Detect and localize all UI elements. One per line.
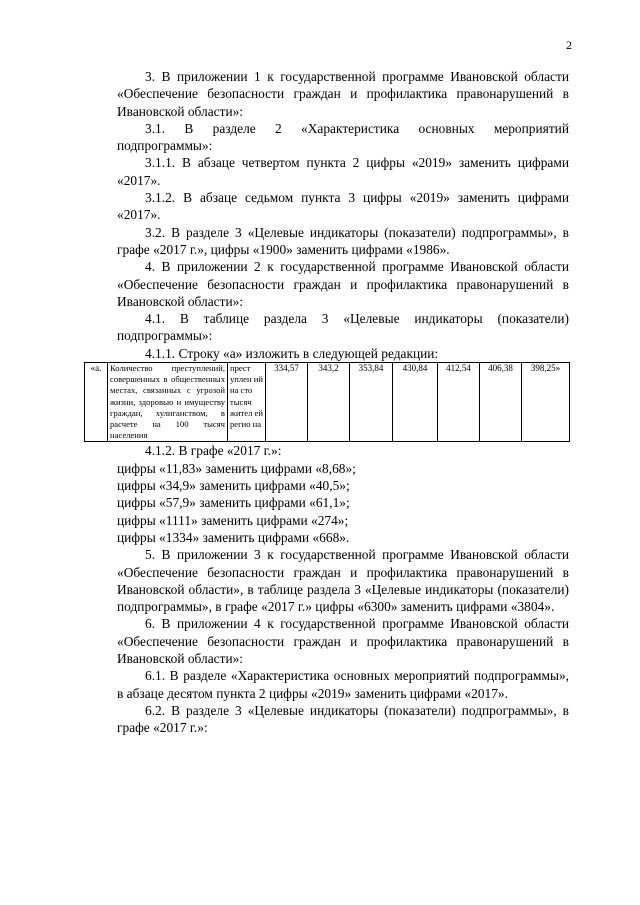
paragraph: 6.2. В разделе 3 «Целевые индикаторы (показатели) подпрограммы», в графе «2017 г.»: bbox=[117, 702, 569, 736]
paragraph: 5. В приложении 3 к государственной программе Ивановской области «Обеспечение безопасности граждан и профилактика правонарушений в Ивановской области», в таблице раздела 3 «Целевые индикаторы (показатели) подпрограммы», в графе «2017 г.» цифры «6300» заменить цифрами «3804». bbox=[117, 547, 569, 615]
paragraph: 3.1.2. В абзаце седьмом пункта 3 цифры «2019» заменить цифрами «2017». bbox=[117, 190, 569, 223]
list-item: цифры «1111» заменить цифрами «274»; bbox=[117, 512, 349, 528]
paragraph: 4.1.1. Строку «а» изложить в следующей редакции: bbox=[145, 345, 439, 361]
paragraph: 3.1.1. В абзаце четвертом пункта 2 цифры «2019» заменить цифрами «2017». bbox=[117, 155, 569, 188]
paragraph: 4.1.2. В графе «2017 г.»: bbox=[145, 443, 282, 459]
paragraph: 3.2. В разделе 3 «Целевые индикаторы (показатели) подпрограммы», в графе «2017 г.», цифры «1900» заменить цифрами «1986». bbox=[117, 224, 569, 257]
list-item: цифры «57,9» заменить цифрами «61,1»; bbox=[117, 495, 350, 511]
table-cell: 334,57 bbox=[266, 363, 308, 442]
paragraph: 3.1. В разделе 2 «Характеристика основных мероприятий подпрограммы»: bbox=[117, 120, 569, 154]
list-item: цифры «1334» заменить цифрами «668». bbox=[117, 529, 350, 545]
paragraph: 4.1. В таблице раздела 3 «Целевые индикаторы (показатели) подпрограммы»: bbox=[117, 311, 569, 344]
paragraph: 6.1. В разделе «Характеристика основных мероприятий подпрограммы», в абзаце десятом пункта 2 цифры «2019» заменить цифрами «2017». bbox=[117, 668, 569, 701]
replacement-list bbox=[117, 460, 569, 546]
paragraph: 4. В приложении 2 к государственной программе Ивановской области «Обеспечение безопасности граждан и профилактика правонарушений в Ивановской области»: bbox=[117, 259, 569, 309]
list-item: цифры «11,83» заменить цифрами «8,68»; bbox=[117, 460, 356, 476]
page-number: 2 bbox=[566, 38, 572, 52]
table-cell: 430,84 bbox=[393, 363, 438, 442]
paragraph: 6. В приложении 4 к государственной программе Ивановской области «Обеспечение безопасности граждан и профилактика правонарушений в Ивановской области»: bbox=[117, 616, 569, 667]
paragraph: 3. В приложении 1 к государственной программе Ивановской области «Обеспечение безопасности граждан и профилактика правонарушений в Ивановской области»: bbox=[117, 69, 569, 119]
table-cell: 412,54 bbox=[438, 363, 480, 442]
table-cell: 343,2 bbox=[308, 363, 350, 442]
row-marker: «а. bbox=[85, 363, 108, 442]
list-item: цифры «34,9» заменить цифрами «40,5»; bbox=[117, 478, 350, 494]
table-row bbox=[85, 363, 570, 442]
indicator-unit: прест уплен ий на сто тысяч жител ей регио на bbox=[228, 363, 266, 442]
document-body bbox=[90, 68, 569, 737]
table-cell: 353,84 bbox=[350, 363, 393, 442]
table-cell: 406,38 bbox=[480, 363, 522, 442]
table-cell: 398,25» bbox=[522, 363, 570, 442]
indicator-table bbox=[84, 362, 569, 442]
indicator-description: Количество преступлений, совершенных в общественных местах, связанных с угрозой жизни, здоровью и имуществу граждан, хулиганством, в расчете на 100 тысяч населения bbox=[108, 363, 228, 442]
